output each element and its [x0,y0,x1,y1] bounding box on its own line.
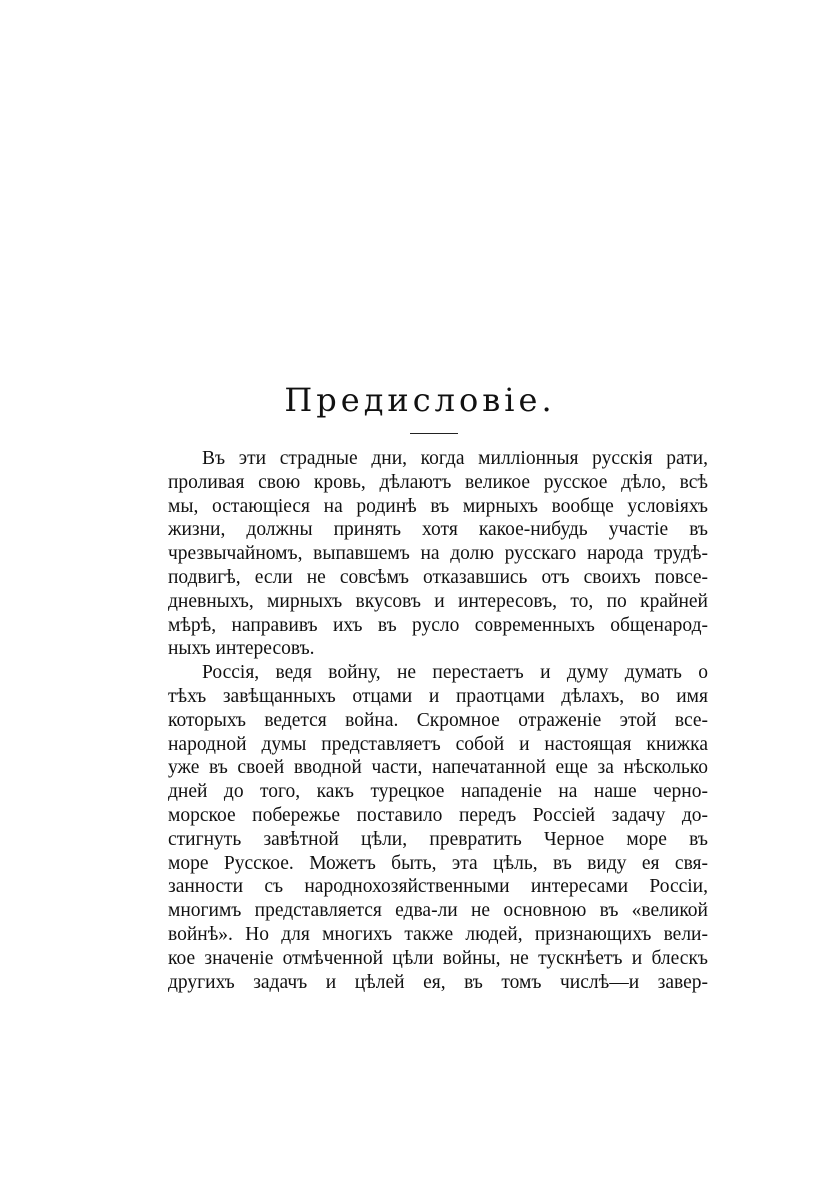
text-line: жизни, должны принять хотя какое-нибудь участіе въ [168,519,708,541]
body-text [168,447,708,994]
text-line: занности съ народнохозяйственными интересами Россіи, [168,876,708,898]
text-line: море Русское. Можетъ быть, эта цѣль, въ виду ея свя- [168,852,708,874]
text-line: дневныхъ, мирныхъ вкусовъ и интересовъ, то, по крайней [168,590,708,612]
text-line: другихъ задачъ и цѣлей ея, въ томъ числѣ—и завер- [168,971,708,993]
text-line: подвигѣ, если не совсѣмъ отказавшись отъ своихъ повсе- [168,566,708,588]
text-line: тѣхъ завѣщанныхъ отцами и праотцами дѣлахъ, во имя [168,685,708,707]
text-line: которыхъ ведется война. Скромное отраженіе этой все- [168,709,708,731]
text-line: многимъ представляется едва-ли не основною въ «великой [168,900,708,922]
page-title: Предисловіе. [284,381,556,419]
text-line: уже въ своей вводной части, напечатанной еще за нѣсколько [168,757,708,779]
text-line: Въ эти страдные дни, когда милліонныя русскія рати, [202,448,708,469]
text-line: стигнуть завѣтной цѣли, превратить Черное море въ [168,828,708,850]
text-line: мѣрѣ, направивъ ихъ въ русло современныхъ общенарод- [168,614,708,636]
title-rule [410,433,458,434]
text-line: морское побережье поставило передъ Россіей задачу до- [168,804,708,826]
text-line: войнѣ». Но для многихъ также людей, признающихъ вели- [168,923,708,945]
text-line: Россія, ведя войну, не перестаетъ и думу думать о [202,662,708,684]
text-line: мы, остающіеся на родинѣ въ мирныхъ вообще условіяхъ [168,495,708,517]
text-line: кое значеніе отмѣченной цѣли войны, не тускнѣетъ и блескъ [168,947,708,969]
text-line: народной думы представляетъ собой и настоящая книжка [168,733,708,755]
text-line: чрезвычайномъ, выпавшемъ на долю русскаго народа трудѣ- [168,543,708,565]
text-line: дней до того, какъ турецкое нападеніе на наше черно- [168,781,708,803]
text-line: ныхъ интересовъ. [168,638,315,660]
text-line: проливая свою кровь, дѣлаютъ великое русское дѣло, всѣ [168,471,708,493]
